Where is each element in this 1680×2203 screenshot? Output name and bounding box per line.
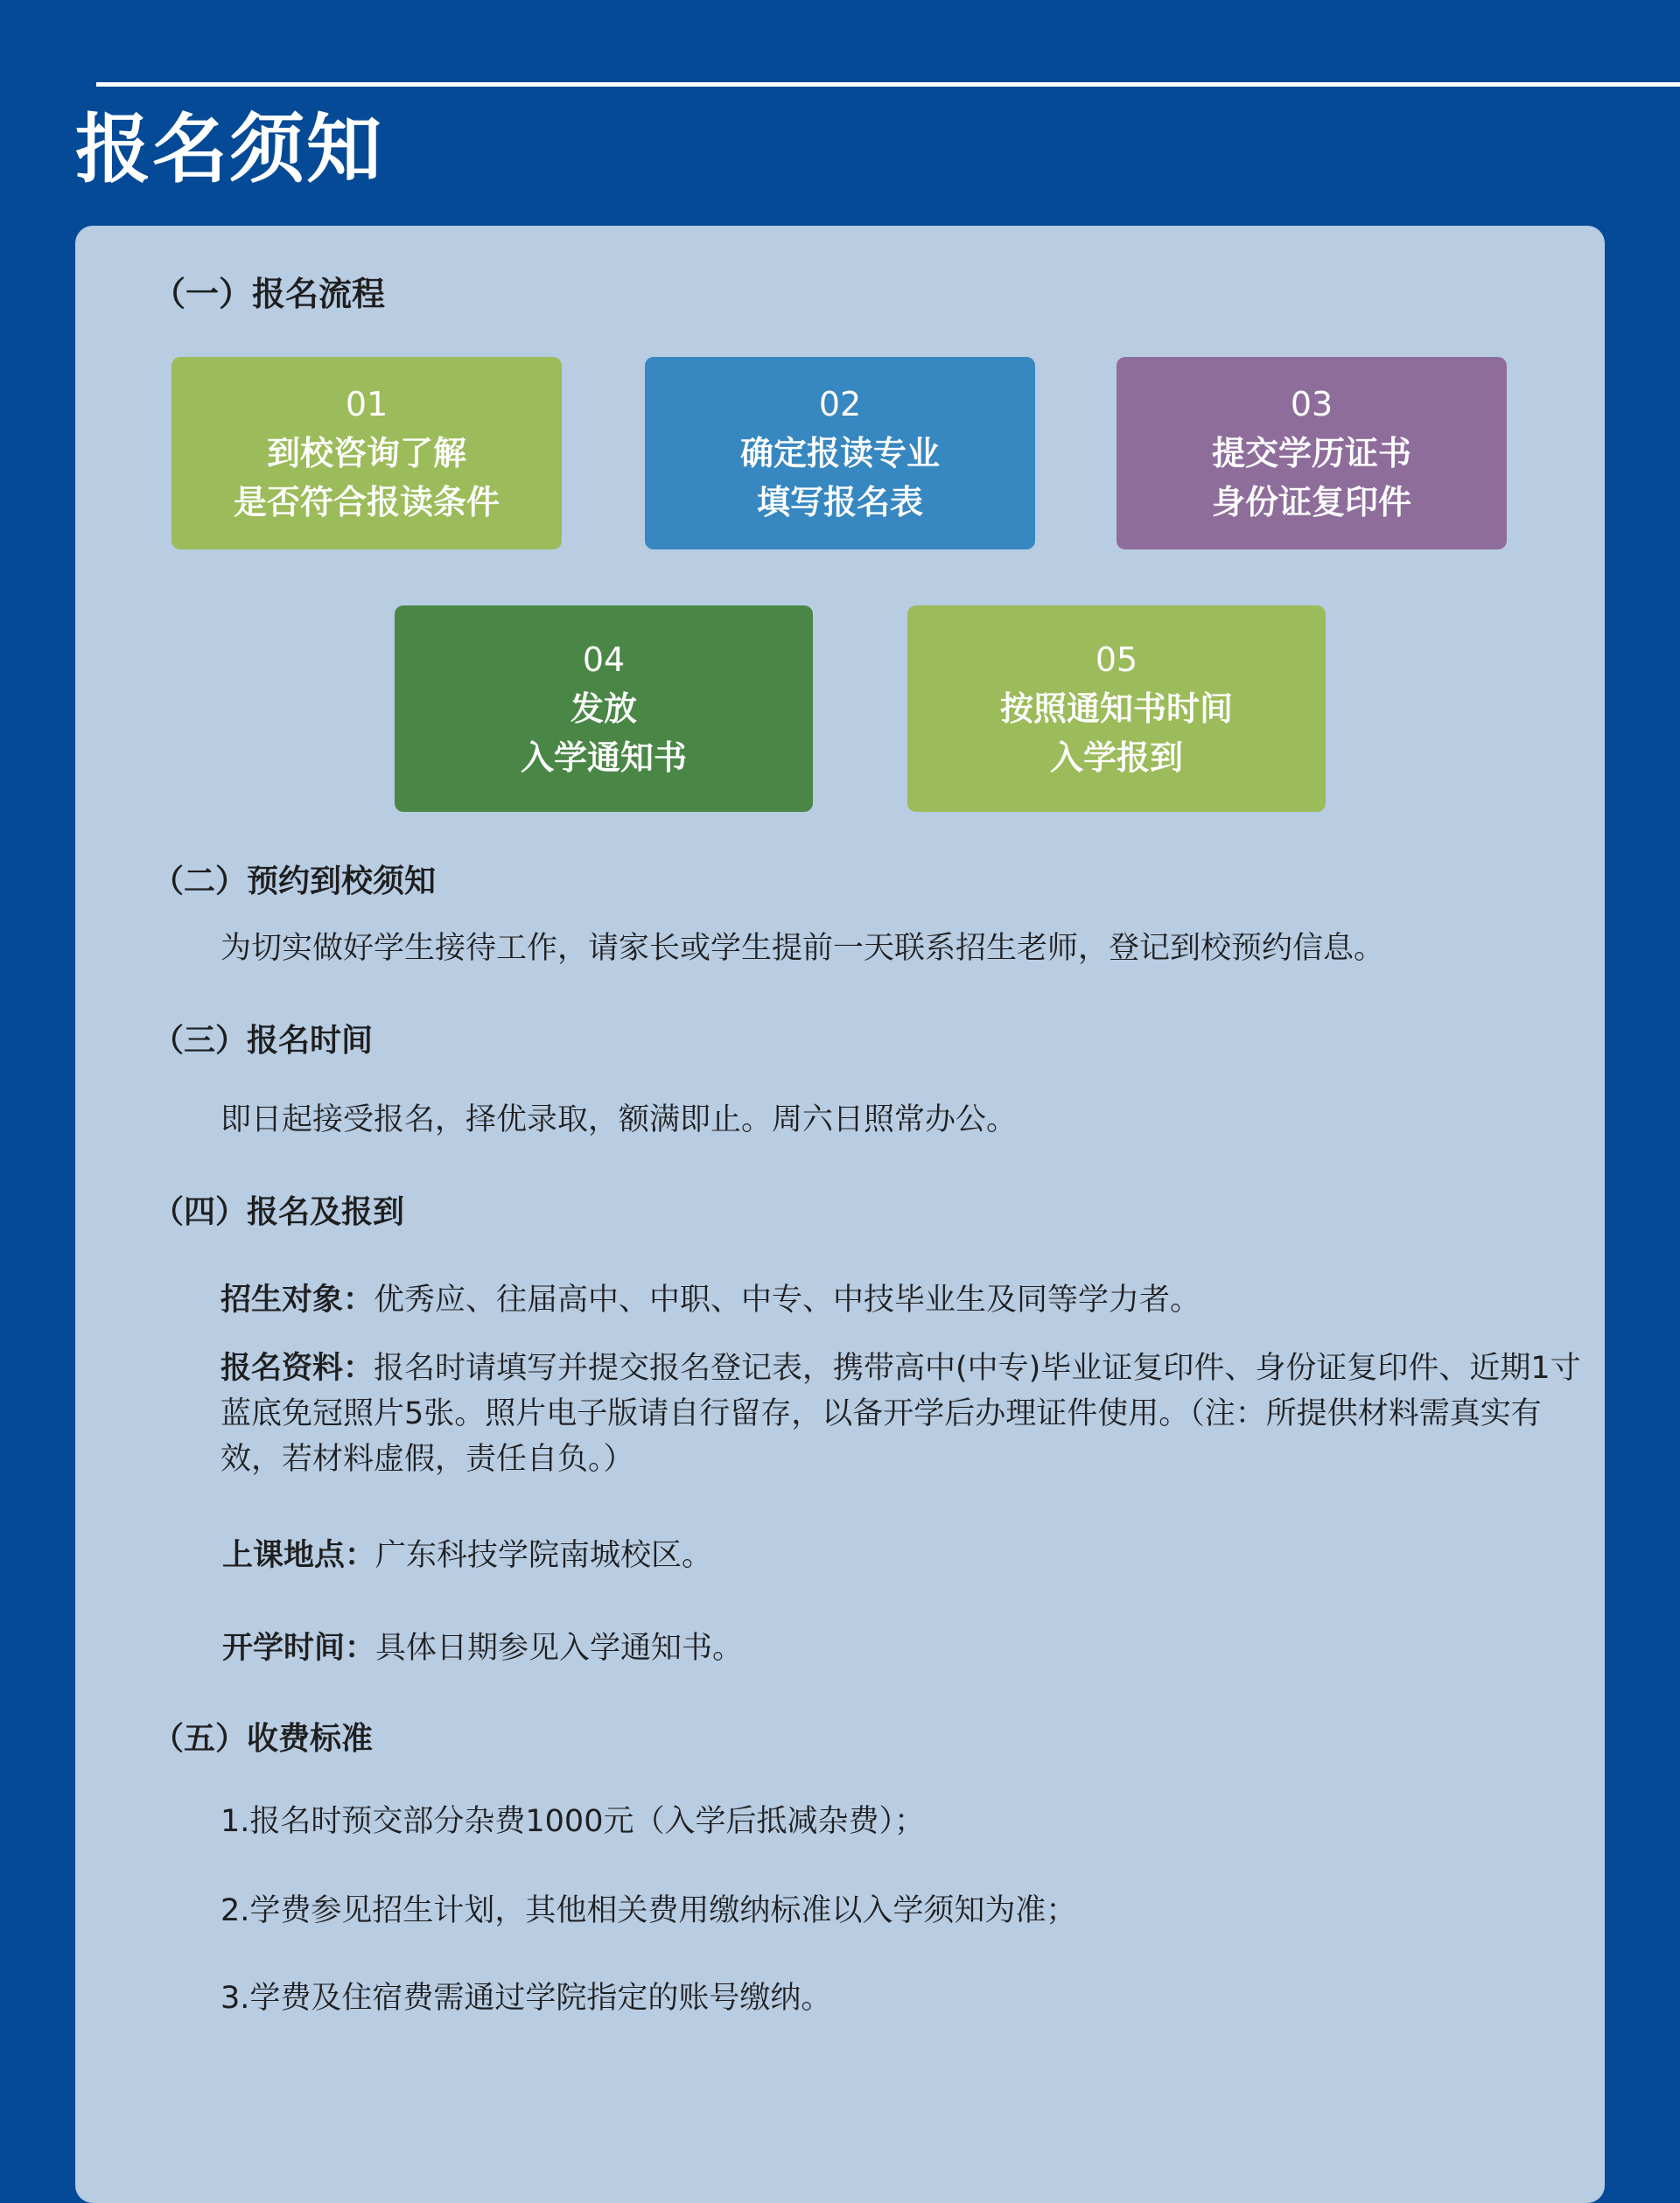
step-card-02 [645,357,1035,549]
section-heading-time: （三）报名时间 [152,1023,374,1059]
step-card-03 [1116,357,1507,549]
info-item-materials [220,1346,1594,1482]
step-number: 01 [345,385,388,423]
info-item-location [222,1533,1596,1578]
section-heading-appointment: （二）预约到校须知 [152,864,437,899]
step-line-2: 入学报到 [1049,738,1183,777]
time-text: 即日起接受报名，择优录取，额满即止。周六日照常办公。 [220,1102,1018,1137]
step-card-01 [172,357,562,549]
info-value: 报名时请填写并提交报名登记表，携带高中(中专)毕业证复印件、身份证复印件、近期1寸蓝底免冠照片5张。照片电子版请自行留存，以备开学后办理证件使用。（注：所提供材料需真实有效，若材料虚假，责任自负。） [220,1351,1581,1477]
step-line-1: 发放 [570,689,637,728]
step-number: 04 [582,640,626,679]
step-line-2: 是否符合报读条件 [233,483,500,521]
section-heading-process: （一）报名流程 [152,275,386,313]
step-line-1: 提交学历证书 [1211,434,1411,472]
info-value: 具体日期参见入学通知书。 [375,1631,744,1666]
info-label: 招生对象： [220,1283,374,1318]
info-item-target [220,1277,1594,1323]
step-card-05 [907,605,1326,812]
content-panel [75,226,1605,2203]
step-line-2: 入学通知书 [520,738,687,777]
fee-item: 1.报名时预交部分杂费1000元（入学后抵减杂费）； [220,1804,925,1839]
appointment-text: 为切实做好学生接待工作，请家长或学生提前一天联系招生老师，登记到校预约信息。 [220,931,1385,966]
step-line-2: 身份证复印件 [1211,483,1411,521]
info-item-start-date [222,1626,1596,1671]
fee-item: 3.学费及住宿费需通过学院指定的账号缴纳。 [220,1981,832,2016]
step-card-04 [395,605,813,812]
step-line-2: 填写报名表 [756,483,923,521]
section-heading-fees: （五）收费标准 [152,1721,374,1757]
section-heading-registration: （四）报名及报到 [152,1194,405,1230]
info-label: 开学时间： [222,1631,376,1666]
step-number: 05 [1095,640,1138,679]
step-line-1: 确定报读专业 [739,434,940,472]
info-value: 广东科技学院南城校区。 [375,1538,713,1573]
top-divider [96,82,1680,87]
step-line-1: 按照通知书时间 [999,689,1233,728]
step-number: 03 [1290,385,1334,423]
page-title: 报名须知 [75,106,383,193]
info-value: 优秀应、往届高中、中职、中专、中技毕业生及同等学力者。 [374,1283,1201,1318]
step-number: 02 [818,385,862,423]
info-label: 报名资料： [220,1351,374,1386]
step-line-1: 到校咨询了解 [266,434,466,472]
fee-item: 2.学费参见招生计划，其他相关费用缴纳标准以入学须知为准； [220,1893,1077,1928]
info-label: 上课地点： [222,1538,376,1573]
